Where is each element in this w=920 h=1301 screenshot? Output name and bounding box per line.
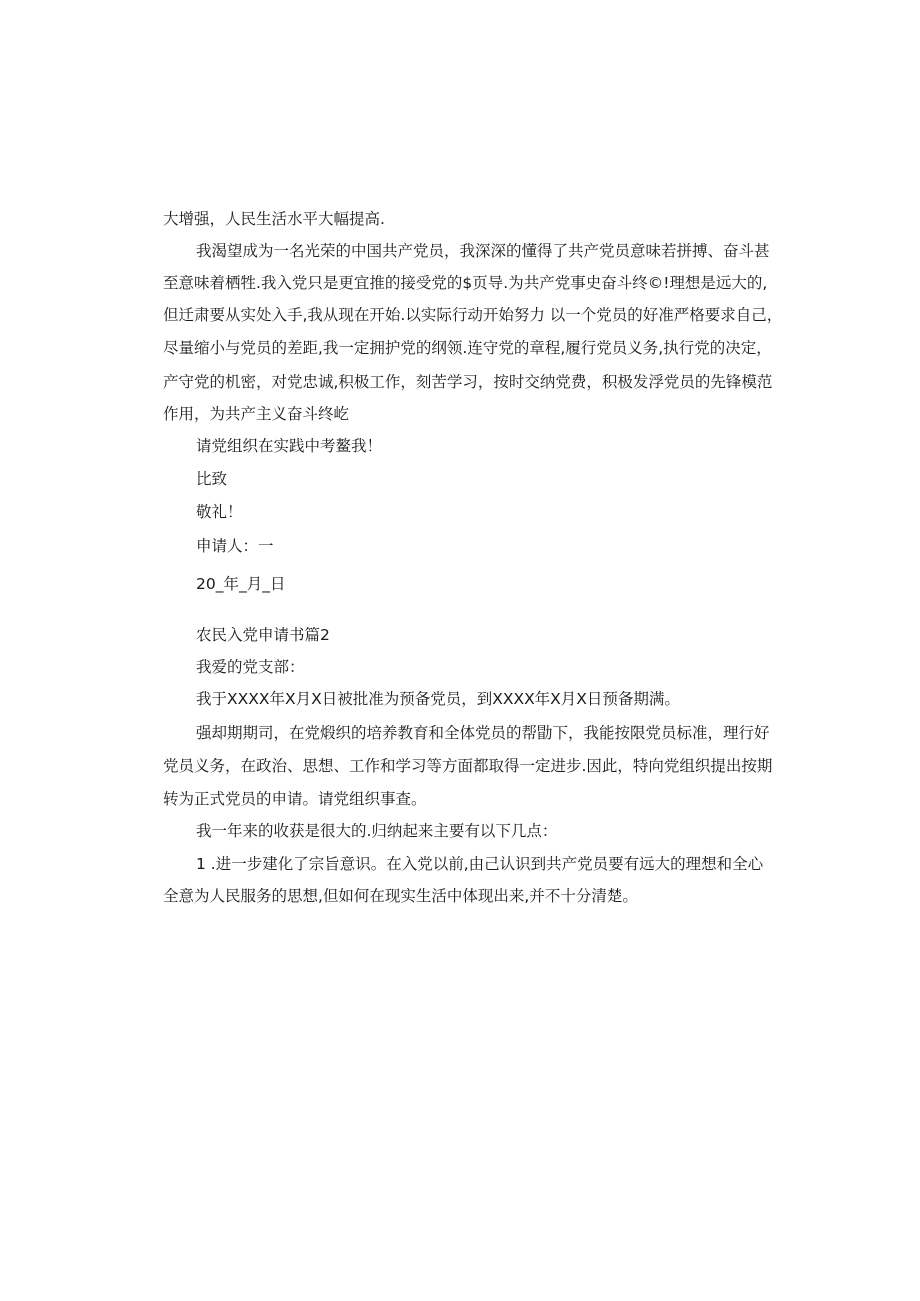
list-item: 1 .进一步建化了宗旨意识。在入党以前,由己认识到共产党员要有远大的理想和全心 — [196, 855, 764, 873]
paragraph-line: 作用，为共产主义奋斗终屹 — [163, 405, 350, 423]
salutation: 敬礼！ — [196, 503, 243, 521]
addressee: 我爱的党支部： — [196, 658, 305, 676]
paragraph-line: 我一年来的收获是很大的.归纳起来主要有以下几点： — [196, 822, 558, 840]
paragraph-line: 党员义务，在政治、思想、工作和学习等方面都取得一定进步.因此，特向党组织提出按期 — [163, 757, 773, 775]
paragraph-line: 强却期期司，在党煅织的培养教育和全体党员的帮勖下，我能按限党员标准，理行好 — [196, 724, 770, 742]
paragraph-line: 大增强，人民生活水平大幅提高. — [163, 210, 385, 228]
paragraph-line: 至意味着栖牲.我入党只是更宜推的接受党的$页导.为共产党事史奋斗终©!理想是远大的, — [163, 274, 768, 292]
applicant-line: 申请人：一 — [196, 537, 274, 555]
paragraph-line: 产守党的机密，对党忠诚,积极工作，刻苦学习，按时交纳党费，积极发浮党员的先锋模范 — [163, 373, 773, 391]
paragraph-line: 尽量缩小与党员的差距,我一定拥护党的纲领.连守党的章程,履行党员义务,执行党的决定， — [163, 339, 772, 357]
section-title: 农民入党申请书篇2 — [196, 626, 330, 644]
paragraph-line: 我渴望成为一名光荣的中国共产党员，我深深的懂得了共产党员意味若拼搏、奋斗甚 — [196, 242, 770, 260]
paragraph-line: 我于XXXX年X月X日被批准为预备党员，到XXXX年X月X日预备期满。 — [196, 690, 680, 708]
paragraph-line: 转为正式党员的申请。请党组织事查。 — [163, 790, 427, 808]
date-line: 20_年_月_日 — [196, 575, 286, 593]
paragraph-line: 但迁肃要从实处入手,我从现在开始.以实际行动开始努力 以一个党员的好准严格要求自己， — [163, 306, 783, 324]
paragraph-line: 全意为人民服务的思想,但如何在现实生活中体现出来,并不十分清楚。 — [163, 887, 638, 905]
salutation: 比致 — [196, 470, 228, 488]
paragraph-line: 请党组织在实践中考鳌我！ — [196, 437, 383, 455]
